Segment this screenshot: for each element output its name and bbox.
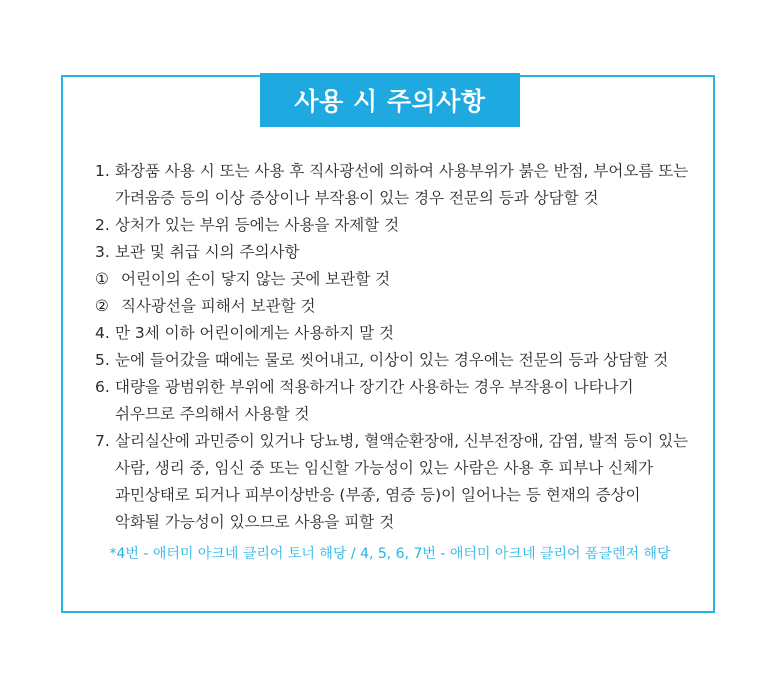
caution-subitem	[95, 293, 705, 320]
subitem-marker: ②	[95, 297, 109, 315]
item-number: 1.	[95, 162, 110, 180]
item-line: 쉬우므로 주의해서 사용할 것	[115, 405, 310, 423]
item-text	[115, 428, 688, 536]
item-text	[115, 212, 399, 239]
subitem-text: 어린이의 손이 닿지 않는 곳에 보관할 것	[121, 270, 391, 288]
caution-item	[95, 320, 705, 347]
item-line: 살리실산에 과민증이 있거나 당뇨병, 혈액순환장애, 신부전장애, 감염, 발적 등이 있는	[115, 432, 689, 450]
item-line: 사람, 생리 중, 임신 중 또는 임신할 가능성이 있는 사람은 사용 후 피부나 신체가	[115, 459, 654, 477]
caution-item	[95, 347, 705, 374]
subitem-marker: ①	[95, 270, 109, 288]
subitem-text: 직사광선을 피해서 보관할 것	[121, 297, 316, 315]
item-line: 악화될 가능성이 있으므로 사용을 피할 것	[115, 513, 395, 531]
item-number: 5.	[95, 351, 110, 369]
item-number: 3.	[95, 243, 110, 261]
caution-item	[95, 239, 705, 266]
item-line: 가려움증 등의 이상 증상이나 부작용이 있는 경우 전문의 등과 상담할 것	[115, 189, 599, 207]
item-text	[115, 320, 394, 347]
caution-list	[95, 158, 705, 536]
item-text	[115, 347, 668, 374]
item-line: 대량을 광범위한 부위에 적용하거나 장기간 사용하는 경우 부작용이 나타나기	[115, 378, 634, 396]
item-line: 과민상태로 되거나 피부이상반응 (부종, 염증 등)이 일어나는 등 현재의 증상이	[115, 486, 641, 504]
caution-subitem	[95, 266, 705, 293]
product-note: *4번 - 애터미 아크네 클리어 토너 해당 / 4, 5, 6, 7번 - 애터미 아크네 클리어 폼클렌저 해당	[109, 546, 671, 562]
caution-item	[95, 428, 705, 536]
item-line: 만 3세 이하 어린이에게는 사용하지 말 것	[115, 324, 394, 342]
item-line: 상처가 있는 부위 등에는 사용을 자제할 것	[115, 216, 400, 234]
item-number: 7.	[95, 432, 110, 450]
item-line: 보관 및 취급 시의 주의사항	[115, 243, 300, 261]
caution-item	[95, 212, 705, 239]
item-text	[115, 158, 688, 212]
caution-item	[95, 374, 705, 428]
item-number: 2.	[95, 216, 110, 234]
item-number: 6.	[95, 378, 110, 396]
item-number: 4.	[95, 324, 110, 342]
item-line: 화장품 사용 시 또는 사용 후 직사광선에 의하여 사용부위가 붉은 반점, 부어오름 또는	[115, 162, 689, 180]
item-text	[115, 239, 299, 266]
caution-item	[95, 158, 705, 212]
item-text	[115, 374, 634, 428]
caution-title: 사용 시 주의사항	[260, 73, 520, 127]
item-line: 눈에 들어갔을 때에는 물로 씻어내고, 이상이 있는 경우에는 전문의 등과 상담할 것	[115, 351, 669, 369]
